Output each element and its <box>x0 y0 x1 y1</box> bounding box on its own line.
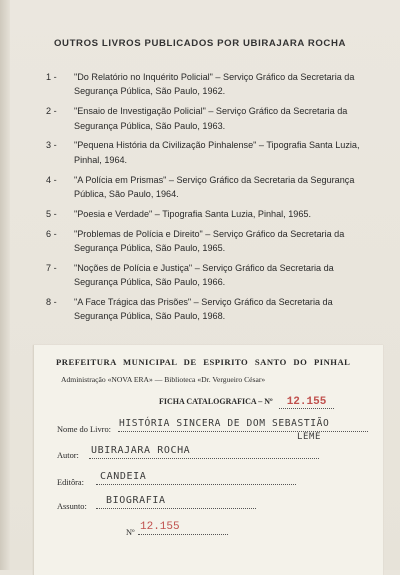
assunto-row <box>57 502 87 511</box>
page-heading: OUTROS LIVROS PUBLICADOS POR UBIRAJARA ROCHA <box>53 38 347 49</box>
book-number: 1 - <box>46 72 57 82</box>
card-subtitle: Administração «NOVA ERA» — Biblioteca «Dr. Vergueiro César» <box>61 375 266 384</box>
nome-value-2: LEME <box>297 432 322 442</box>
autor-label: Autor: <box>57 451 79 460</box>
book-text: "Problemas de Polícia e Direito" – Serviço Gráfico da Secretaria da Segurança Pública, São Paulo, 1965. <box>74 228 345 254</box>
book-list <box>46 70 366 329</box>
book-item <box>46 70 366 99</box>
assunto-label: Assunto: <box>57 502 87 511</box>
ficha-number: 12.155 <box>279 396 335 409</box>
book-text: "Pequena História da Civilização Pinhalense" – Tipografia Santa Luzia, Pinhal, 1964. <box>74 140 360 165</box>
editora-row <box>57 478 84 487</box>
nome-label: Nome do Livro: <box>57 425 111 434</box>
nome-row <box>57 425 111 434</box>
no-row <box>126 528 135 537</box>
book-item <box>46 173 366 202</box>
no-label: Nº <box>126 528 135 537</box>
book-item <box>46 227 366 256</box>
ficha-line <box>159 396 334 408</box>
catalog-card <box>33 345 383 575</box>
book-item <box>46 207 366 221</box>
book-number: 8 - <box>46 297 57 308</box>
editora-dots <box>96 484 296 485</box>
autor-dots <box>89 458 319 459</box>
book-text: "Noções de Polícia e Justiça" – Serviço Gráfico da Secretaria da Segurança Pública, São Paulo, 1966. <box>74 262 334 288</box>
book-number: 2 - <box>46 106 57 117</box>
autor-value: UBIRAJARA ROCHA <box>91 445 191 456</box>
book-text: "Do Relatório no Inquérito Policial" – Serviço Gráfico da Secretaria da Segurança Pública, São Paulo, 1962. <box>74 72 355 97</box>
book-item <box>46 104 366 133</box>
book-number: 6 - <box>46 228 57 239</box>
assunto-dots <box>96 508 256 509</box>
autor-row <box>57 451 79 460</box>
nome-dots <box>118 431 368 432</box>
book-text: "Ensaio de Investigação Policial" – Serviço Gráfico da Secretaria da Segurança Pública, São Paulo, 1963. <box>74 106 348 131</box>
page-fold-shadow <box>0 0 10 570</box>
book-number: 5 - <box>46 208 57 219</box>
ficha-label: FICHA CATALOGRAFICA – Nº <box>159 397 273 406</box>
book-text: "Poesia e Verdade" – Tipografia Santa Luzia, Pinhal, 1965. <box>74 208 311 219</box>
book-number: 4 - <box>46 174 57 185</box>
no-dots <box>138 534 228 535</box>
editora-value: CANDEIA <box>100 471 147 482</box>
editora-label: Editôra: <box>57 478 84 487</box>
nome-value: HISTÓRIA SINCERA DE DOM SEBASTIÃO <box>119 418 330 429</box>
book-number: 7 - <box>46 262 57 273</box>
assunto-value: BIOGRAFIA <box>106 495 166 506</box>
book-text: "A Face Trágica das Prisões" – Serviço Gráfico da Secretaria da Segurança Pública, São Paulo, 1968. <box>74 297 333 322</box>
book-text: "A Polícia em Prismas" – Serviço Gráfico da Secretaria da Segurança Pública, São Paulo, 1964. <box>74 174 355 200</box>
book-item <box>46 138 366 167</box>
book-number: 3 - <box>46 140 57 151</box>
book-item <box>46 295 366 324</box>
card-title: PREFEITURA MUNICIPAL DE ESPIRITO SANTO DO PINHAL <box>56 357 351 367</box>
no-value: 12.155 <box>140 521 180 533</box>
book-item <box>46 261 366 290</box>
